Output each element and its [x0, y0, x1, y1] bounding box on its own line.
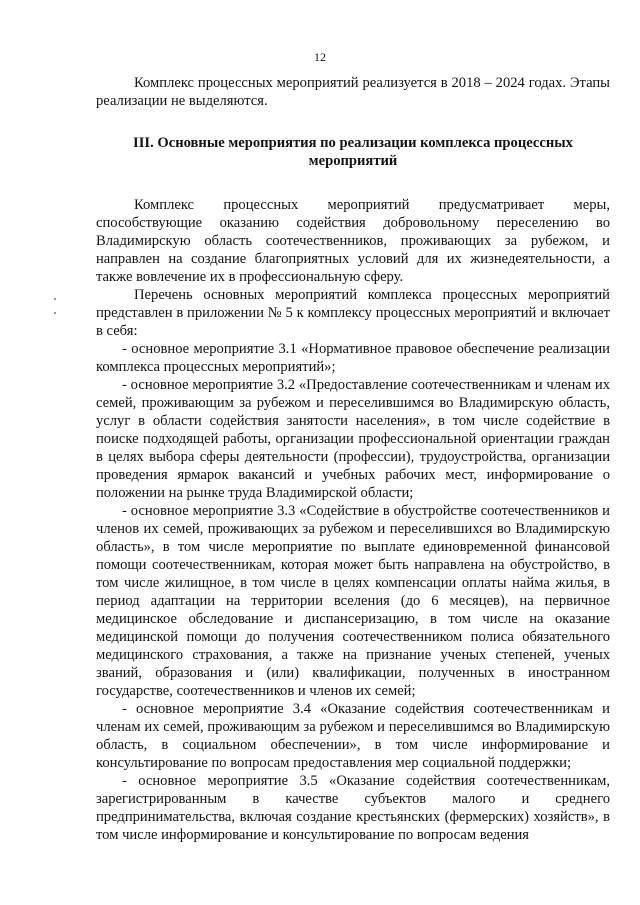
list-item-3-1: - основное мероприятие 3.1 «Нормативное правовое обеспечение реализации комплекса процессных мероприятий»; [96, 341, 610, 375]
intro-paragraph: Комплекс процессных мероприятий реализуется в 2018 – 2024 годах. Этапы реализации не выделяются. [96, 75, 610, 109]
paragraph-list-intro: Перечень основных мероприятий комплекса процессных мероприятий представлен в приложении № 5 к комплексу процессных мероприятий и включает в себя: [96, 287, 610, 339]
page-number: 12 [314, 50, 326, 64]
list-item-3-2: - основное мероприятие 3.2 «Предоставление соотечественникам и членам их семей, проживающим за рубежом и переселившимся во Владимирскую область, услуг в области содействия занятости населения», в том числе содействие в поиске подходящей работы, организации профессиональной ориентации граждан в целях выбора сферы деятельности (профессии), трудоустройства, организации проведения ярмарок вакансий и учебных рабочих мест, информирование о положении на рынке труда Владимирской области; [96, 377, 610, 501]
list-item-3-5: - основное мероприятие 3.5 «Оказание содействия соотечественникам, зарегистрированным в качестве субъектов малого и среднего предпринимательства, включая создание крестьянских (фермерских) хозяйств», в том числе информирование и консультирование по вопросам ведения [96, 773, 610, 843]
scan-dot [54, 298, 56, 300]
scan-dot [54, 312, 56, 314]
paragraph-measures: Комплекс процессных мероприятий предусматривает меры, способствующие оказанию содействия добровольному переселению во Владимирскую область соотечественников, проживающих за рубежом, и направлен на создание благоприятных условий для их жизнедеятельности, а также вовлечение их в профессиональную сферу. [96, 197, 610, 285]
list-item-3-4: - основное мероприятие 3.4 «Оказание содействия соотечественникам и членам их семей, проживающим за рубежом и переселившимся во Владимирскую область, в социальном обеспечении», в том числе информирование и консультирование по вопросам предоставления мер социальной поддержки; [96, 701, 610, 771]
section-heading: III. Основные мероприятия по реализации комплекса процессных мероприятий [133, 135, 573, 169]
document-body [96, 74, 610, 844]
list-item-3-3: - основное мероприятие 3.3 «Содействие в обустройстве соотечественников и членов их семей, проживающих за рубежом и переселившихся во Владимирскую область», в том числе мероприятие по выплате единовременной финансовой помощи соотечественникам, которая может быть направлена на обустройство, в том числе жилищное, в том числе в целях компенсации оплаты найма жилья, в период адаптации на территории вселения (до 6 месяцев), на первичное медицинское обследование и диспансеризацию, в том числе на оказание медицинской помощи до получения соотечественником полиса обязательного медицинского страхования, а также на признание ученых степеней, ученых званий, образования и (или) квалификации, полученных в иностранном государстве, соотечественников и членов их семей; [96, 503, 610, 699]
